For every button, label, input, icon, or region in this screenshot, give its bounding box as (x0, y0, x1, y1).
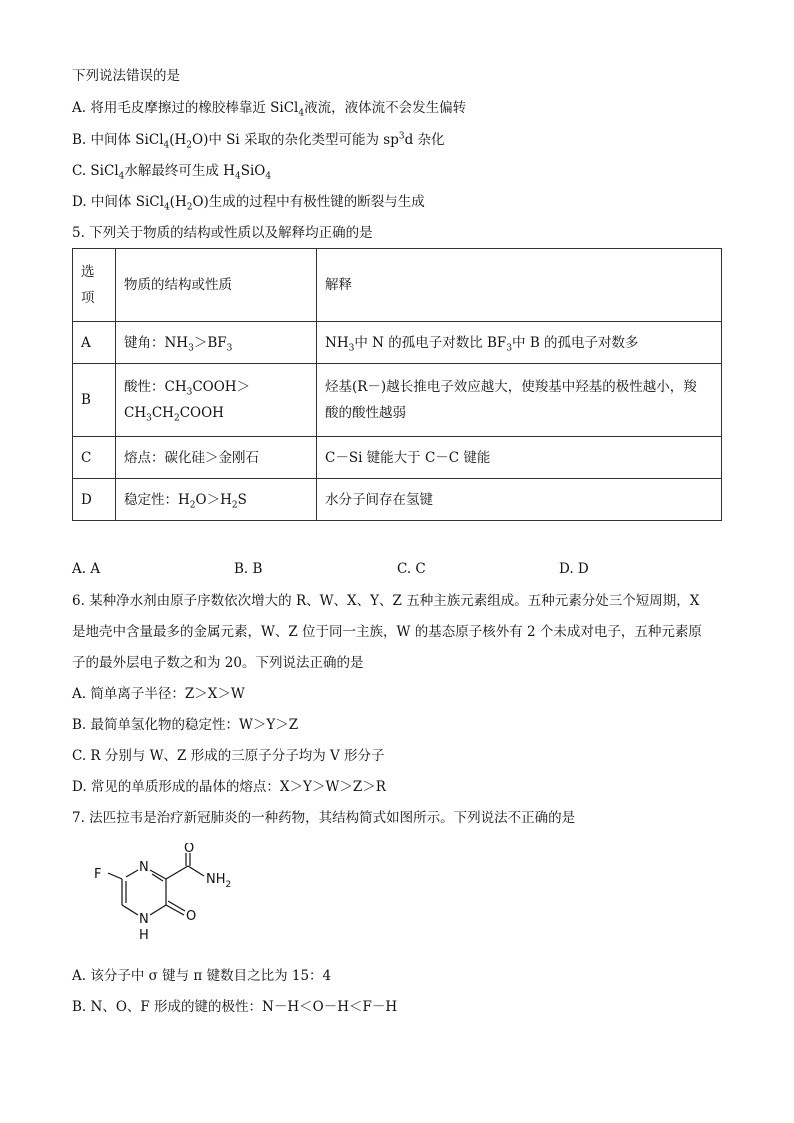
row-property: 稳定性：$H_2O>H_2S$ (116, 479, 317, 521)
favipiravir-structure (88, 843, 258, 951)
row-label: B (73, 364, 116, 437)
q5-stem: 5. 下列关于物质的结构或性质以及解释均正确的是 (72, 225, 373, 241)
answer-c: C. C (397, 561, 426, 577)
row-explanation: 烃基(R－)越长推电子效应越大，使羧基中羟基的极性越小，羧 酸的酸性越弱 (317, 364, 722, 437)
q6-stem-line3: 子的最外层电子数之和为 20。下列说法正确的是 (72, 655, 364, 671)
atom-n1: N (139, 860, 149, 875)
row-explanation: $NH_3$中 N 的孤电子对数比 $BF_3$中 B 的孤电子对数多 (317, 322, 722, 364)
row-label: A (73, 322, 116, 364)
q4-stem: 下列说法错误的是 (72, 68, 180, 84)
q6-stem-line1: 6. 某种净水剂由原子序数依次增大的 R、W、X、Y、Z 五种主族元素组成。五种元素分处三个短周期，X (72, 593, 700, 609)
q6-option-b: B. 最简单氢化物的稳定性：W＞Y＞Z (72, 717, 299, 733)
table-row (73, 322, 722, 364)
q4-option-d: D. 中间体 $SiCl_4(H_2O)$生成的过程中有极性键的断裂与生成 (72, 194, 425, 213)
q4-option-c: C. SiCl$_4$水解最终可生成 $H_4SiO_4$ (72, 163, 272, 182)
row-label: D (73, 479, 116, 521)
atom-f: F (94, 867, 102, 882)
q5-table (72, 248, 722, 521)
row-property: 键角：$NH_3>BF_3$ (116, 322, 317, 364)
answer-d: D. D (559, 561, 589, 577)
q7-option-b: B. N、O、F 形成的键的极性：N－H＜O－H＜F－H (72, 999, 398, 1015)
table-row (73, 437, 722, 479)
answer-b: B. B (234, 561, 263, 577)
atom-n4: N (139, 912, 149, 927)
row-explanation: 水分子间存在氢键 (317, 479, 722, 521)
q7-option-a: A. 该分子中 σ 键与 π 键数目之比为 15：4 (72, 968, 332, 984)
row-explanation: C－Si 键能大于 C－C 键能 (317, 437, 722, 479)
header-property: 物质的结构或性质 (116, 249, 317, 322)
q6-stem-line2: 是地壳中含量最多的金属元素，W、Z 位于同一主族，W 的基态原子核外有 2 个未成对电子，五种元素原 (72, 624, 702, 640)
q6-option-a: A. 简单离子半径：Z＞X＞W (72, 686, 245, 702)
q4-option-b: B. 中间体 $SiCl_4(H_2O)$中 Si 采取的杂化类型可能为 $sp^3d$ 杂化 (72, 131, 445, 151)
table-header-row (73, 249, 722, 322)
atom-h: H (139, 928, 149, 943)
header-option: 选 项 (73, 249, 116, 322)
q7-stem: 7. 法匹拉韦是治疗新冠肺炎的一种药物，其结构简式如图所示。下列说法不正确的是 (72, 810, 576, 826)
row-property: 熔点：碳化硅＞金刚石 (116, 437, 317, 479)
atom-o-keto: O (186, 909, 197, 924)
table-row (73, 479, 722, 521)
atom-o-carbonyl: O (184, 843, 195, 856)
q6-option-d: D. 常见的单质形成的晶体的熔点：X＞Y＞W＞Z＞R (72, 779, 386, 795)
row-label: C (73, 437, 116, 479)
row-property: 酸性：$CH_3COOH>$ $CH_3CH_2COOH$ (116, 364, 317, 437)
atom-nh2: $NH_2$ (206, 872, 232, 890)
header-explanation: 解释 (317, 249, 722, 322)
answer-a: A. A (72, 561, 101, 577)
q6-option-c: C. R 分别与 W、Z 形成的三原子分子均为 V 形分子 (72, 748, 385, 764)
q4-option-a: A. 将用毛皮摩擦过的橡胶棒靠近 SiCl$_4$液流，液体流不会发生偏转 (72, 100, 467, 119)
table-row (73, 364, 722, 437)
